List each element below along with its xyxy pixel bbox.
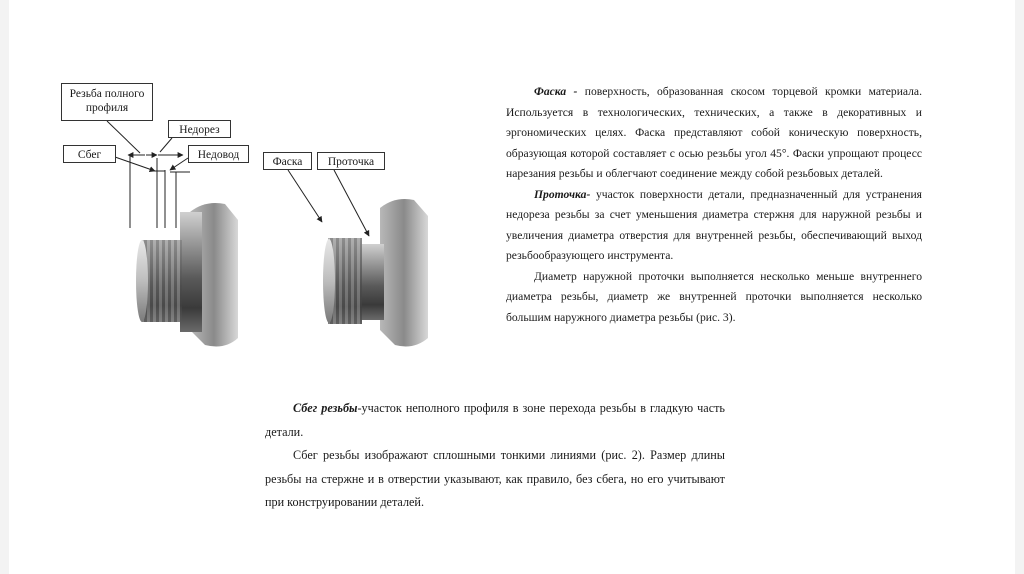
- diameter-paragraph: Диаметр наружной проточки выполняется несколько меньше внутреннего диаметра резьбы, диаметр же внутренней проточки выполняется несколько большим наружного диаметра резьбы (рис. 3).: [506, 269, 922, 324]
- right-text-block: [506, 82, 922, 328]
- sbeg-paragraph: [265, 397, 725, 444]
- left-threaded-part: [136, 203, 238, 346]
- sbeg-drawing-paragraph: Сбег резьбы изображают сплошными тонкими линиями (рис. 2). Размер длины резьбы на стержне и в отверстии указывают, как правило, без сбега, но его учитывают при конструировании деталей.: [265, 448, 725, 509]
- faska-paragraph: [506, 82, 922, 185]
- right-threaded-part: [323, 199, 428, 346]
- sbeg-term: Сбег резьбы: [293, 401, 358, 415]
- label-thread-full-profile: Резьба полного профиля: [61, 83, 153, 121]
- protochka-paragraph: [506, 185, 922, 267]
- label-nedorez: Недорез: [168, 120, 231, 138]
- faska-term: Фаска -: [534, 85, 578, 98]
- sbeg-definition: -участок неполного профиля в зоне перехода резьбы в гладкую часть детали.: [265, 401, 725, 439]
- label-faska: Фаска: [263, 152, 312, 170]
- faska-definition: поверхность, образованная скосом торцевой кромки материала. Используется в технологических, технических, а также в декоративных и эргономических целях. Фаска представляют собой коническую поверхность, образующая которой составляет с осью резьбы угол 45°. Фаски упрощают процесс нарезания резьбы и облегчают соединение между собой резьбовых деталей.: [506, 85, 922, 180]
- label-protochka: Проточка: [317, 152, 385, 170]
- label-nedovod: Недовод: [188, 145, 249, 163]
- label-sbeg: Сбег: [63, 145, 116, 163]
- protochka-term: Проточка-: [534, 187, 591, 201]
- protochka-definition: участок поверхности детали, предназначенный для устранения недореза резьбы за счет уменьшения диаметра стержня для наружной резьбы и увеличения диаметра отверстия для внутренней резьбы, обеспечивающий выход резьбообразующего инструмента.: [506, 187, 922, 262]
- bottom-text-block: [265, 397, 725, 515]
